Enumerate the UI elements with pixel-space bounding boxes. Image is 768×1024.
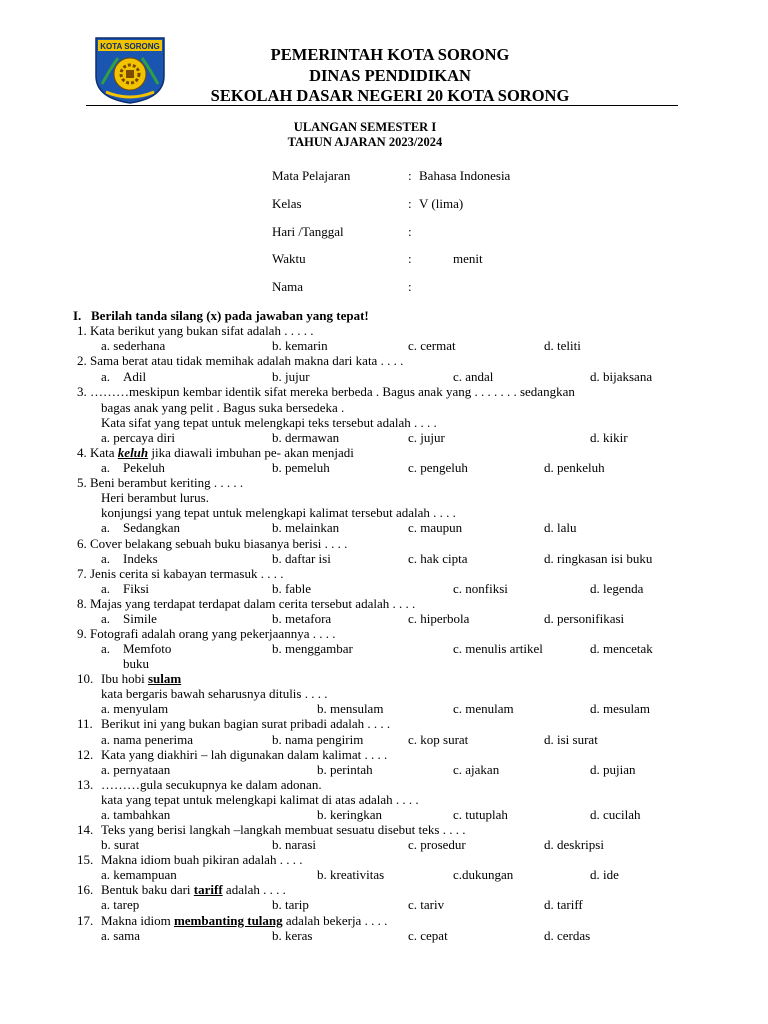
option-a: a. percaya diri	[101, 430, 175, 445]
option-d: d. personifikasi	[544, 611, 625, 626]
option-c: c. cermat	[408, 338, 456, 353]
option-c: c.dukungan	[453, 867, 514, 882]
option-a: Memfoto	[123, 641, 172, 656]
option-d: d. kikir	[590, 430, 628, 445]
question-number: 4.	[77, 445, 87, 460]
option-a-marker: a.	[101, 520, 111, 535]
option-a: Pekeluh	[123, 460, 165, 475]
option-c: c. menulis artikel	[453, 641, 543, 656]
question-number: 5.	[77, 475, 87, 490]
question-text: Berikut ini yang bukan bagian surat pribadi adalah . . . .	[101, 716, 391, 731]
question-text: Bentuk baku dari tariff adalah . . . .	[101, 882, 286, 897]
option-a-continued: buku	[123, 656, 149, 671]
info-label-name: Nama	[272, 279, 304, 294]
option-a-marker: a.	[101, 641, 111, 656]
logo-text: KOTA SORONG	[100, 42, 160, 51]
question-text: kata bergaris bawah seharusnya ditulis . . . .	[101, 686, 328, 701]
option-a: Adil	[123, 369, 147, 384]
option-d: d. mencetak	[590, 641, 653, 656]
option-b: b. metafora	[272, 611, 332, 626]
question-text: Kata sifat yang tepat untuk melengkapi teks tersebut adalah . . . .	[101, 415, 437, 430]
question-text: ………gula secukupnya ke dalam adonan.	[101, 777, 322, 792]
option-b: b. kemarin	[272, 338, 328, 353]
option-b: b. fable	[272, 581, 311, 596]
header-divider	[86, 105, 678, 106]
question-text: Kata berikut yang bukan sifat adalah . . . . .	[90, 323, 314, 338]
option-a-marker: a.	[101, 551, 111, 566]
option-c: c. jujur	[408, 430, 445, 445]
question-text: Teks yang berisi langkah –langkah membuat sesuatu disebut teks . . . .	[101, 822, 466, 837]
option-d: d. ringkasan isi buku	[544, 551, 653, 566]
info-label-subject: Mata Pelajaran	[272, 168, 351, 183]
section-instruction: Berilah tanda silang (x) pada jawaban yang tepat!	[91, 308, 369, 323]
emphasized-word: tariff	[193, 882, 223, 897]
option-d: d. lalu	[544, 520, 577, 535]
option-c: c. menulam	[453, 701, 514, 716]
question-text: konjungsi yang tepat untuk melengkapi kalimat tersebut adalah . . . .	[101, 505, 456, 520]
question-number: 16.	[77, 882, 94, 897]
option-b: b. tarip	[272, 897, 309, 912]
option-b: b. dermawan	[272, 430, 340, 445]
option-c: c. hak cipta	[408, 551, 468, 566]
option-a-marker: a.	[101, 460, 111, 475]
option-d: d. mesulam	[590, 701, 650, 716]
header-line-government: PEMERINTAH KOTA SORONG	[270, 45, 510, 64]
question-number: 11.	[77, 716, 93, 731]
option-d: d. isi surat	[544, 732, 598, 747]
question-text: Jenis cerita si kabayan termasuk . . . .	[90, 566, 284, 581]
option-a-marker: a.	[101, 581, 111, 596]
option-b: b. mensulam	[317, 701, 384, 716]
question-number: 13.	[77, 777, 94, 792]
option-a: a. nama penerima	[101, 732, 194, 747]
question-number: 6.	[77, 536, 87, 551]
option-c: c. andal	[453, 369, 494, 384]
question-text: kata yang tepat untuk melengkapi kalimat di atas adalah . . . .	[101, 792, 419, 807]
option-c: c. kop surat	[408, 732, 469, 747]
info-label-class: Kelas	[272, 196, 302, 211]
question-number: 8.	[77, 596, 87, 611]
option-a: Sedangkan	[123, 520, 181, 535]
option-a: a. sederhana	[101, 338, 166, 353]
option-d: d. bijaksana	[590, 369, 653, 384]
question-text: Kata yang diakhiri – lah digunakan dalam kalimat . . . .	[101, 747, 388, 762]
option-b: b. keringkan	[317, 807, 382, 822]
option-a: a. tambahkan	[101, 807, 171, 822]
option-d: d. penkeluh	[544, 460, 605, 475]
question-text: Beni berambut keriting . . . . .	[90, 475, 244, 490]
option-a: Simile	[123, 611, 157, 626]
option-d: d. tariff	[544, 897, 583, 912]
option-c: c. maupun	[408, 520, 463, 535]
question-number: 9.	[77, 626, 87, 641]
info-colon: :	[408, 251, 412, 266]
info-label-date: Hari /Tanggal	[272, 224, 344, 239]
option-a-marker: a.	[101, 369, 111, 384]
option-b: b. jujur	[272, 369, 310, 384]
question-text: bagas anak yang pelit . Bagus suka bersedeka .	[101, 400, 345, 415]
option-c: c. hiperbola	[408, 611, 470, 626]
kota-sorong-emblem	[92, 36, 168, 104]
option-b: b. melainkan	[272, 520, 340, 535]
option-b: b. nama pengirim	[272, 732, 364, 747]
question-text: Majas yang terdapat terdapat dalam cerita tersebut adalah . . . .	[90, 596, 416, 611]
question-number: 12.	[77, 747, 94, 762]
option-a: a. tarep	[101, 897, 140, 912]
question-text: Makna idiom buah pikiran adalah . . . .	[101, 852, 303, 867]
exam-title: ULANGAN SEMESTER I	[293, 120, 437, 134]
option-d: d. legenda	[590, 581, 644, 596]
option-d: d. deskripsi	[544, 837, 604, 852]
header-line-school: SEKOLAH DASAR NEGERI 20 KOTA SORONG	[210, 86, 570, 105]
question-text: Kata keluh jika diawali imbuhan pe- akan menjadi	[90, 445, 354, 460]
option-d: d. ide	[590, 867, 619, 882]
option-a-marker: a.	[101, 611, 111, 626]
option-b: b. menggambar	[272, 641, 353, 656]
option-c: c. ajakan	[453, 762, 500, 777]
question-number: 1.	[77, 323, 87, 338]
option-b: b. narasi	[272, 837, 317, 852]
option-b: b. pemeluh	[272, 460, 330, 475]
question-number: 7.	[77, 566, 87, 581]
question-number: 15.	[77, 852, 94, 867]
question-number: 3.	[77, 384, 87, 399]
question-text: Makna idiom membanting tulang adalah bekerja . . . .	[101, 913, 388, 928]
question-number: 2.	[77, 353, 87, 368]
info-colon: :	[408, 168, 412, 183]
question-text: Ibu hobi sulam	[101, 671, 182, 686]
header-line-department: DINAS PENDIDIKAN	[309, 66, 471, 85]
option-c: c. cepat	[408, 928, 448, 943]
info-value-subject: Bahasa Indonesia	[419, 168, 511, 183]
option-a: b. surat	[101, 837, 140, 852]
info-colon: :	[408, 196, 412, 211]
option-d: d. cucilah	[590, 807, 641, 822]
info-value-time: menit	[453, 251, 483, 266]
option-c: c. pengeluh	[408, 460, 468, 475]
option-a: a. sama	[101, 928, 140, 943]
exam-year: TAHUN AJARAN 2023/2024	[287, 135, 443, 149]
question-number: 17.	[77, 913, 94, 928]
option-c: c. nonfiksi	[453, 581, 508, 596]
emphasized-word: keluh	[117, 445, 149, 460]
option-d: d. cerdas	[544, 928, 591, 943]
option-d: d. teliti	[544, 338, 581, 353]
option-a: Fiksi	[123, 581, 150, 596]
question-text: Sama berat atau tidak memihak adalah makna dari kata . . . .	[90, 353, 404, 368]
option-a: a. menyulam	[101, 701, 169, 716]
question-number: 14.	[77, 822, 94, 837]
option-c: c. tariv	[408, 897, 445, 912]
option-c: c. tutuplah	[453, 807, 508, 822]
question-text: ………meskipun kembar identik sifat mereka berbeda . Bagus anak yang . . . . . . . sedangkan	[90, 384, 575, 399]
emphasized-word: sulam	[147, 671, 182, 686]
option-b: b. kreativitas	[317, 867, 385, 882]
option-d: d. pujian	[590, 762, 636, 777]
option-b: b. keras	[272, 928, 313, 943]
question-number: 10.	[77, 671, 94, 686]
option-c: c. prosedur	[408, 837, 466, 852]
emphasized-phrase: membanting tulang	[173, 913, 283, 928]
option-a: a. pernyataan	[101, 762, 171, 777]
section-number: I.	[73, 308, 82, 323]
info-colon: :	[408, 224, 412, 239]
info-label-time: Waktu	[272, 251, 306, 266]
option-b: b. perintah	[317, 762, 373, 777]
info-value-class: V (lima)	[419, 196, 464, 211]
question-text: Fotografi adalah orang yang pekerjaannya . . . .	[90, 626, 336, 641]
option-a: a. kemampuan	[101, 867, 177, 882]
option-a: Indeks	[123, 551, 158, 566]
question-text: Cover belakang sebuah buku biasanya berisi . . . .	[90, 536, 348, 551]
info-colon: :	[408, 279, 412, 294]
option-b: b. daftar isi	[272, 551, 331, 566]
question-text: Heri berambut lurus.	[101, 490, 209, 505]
